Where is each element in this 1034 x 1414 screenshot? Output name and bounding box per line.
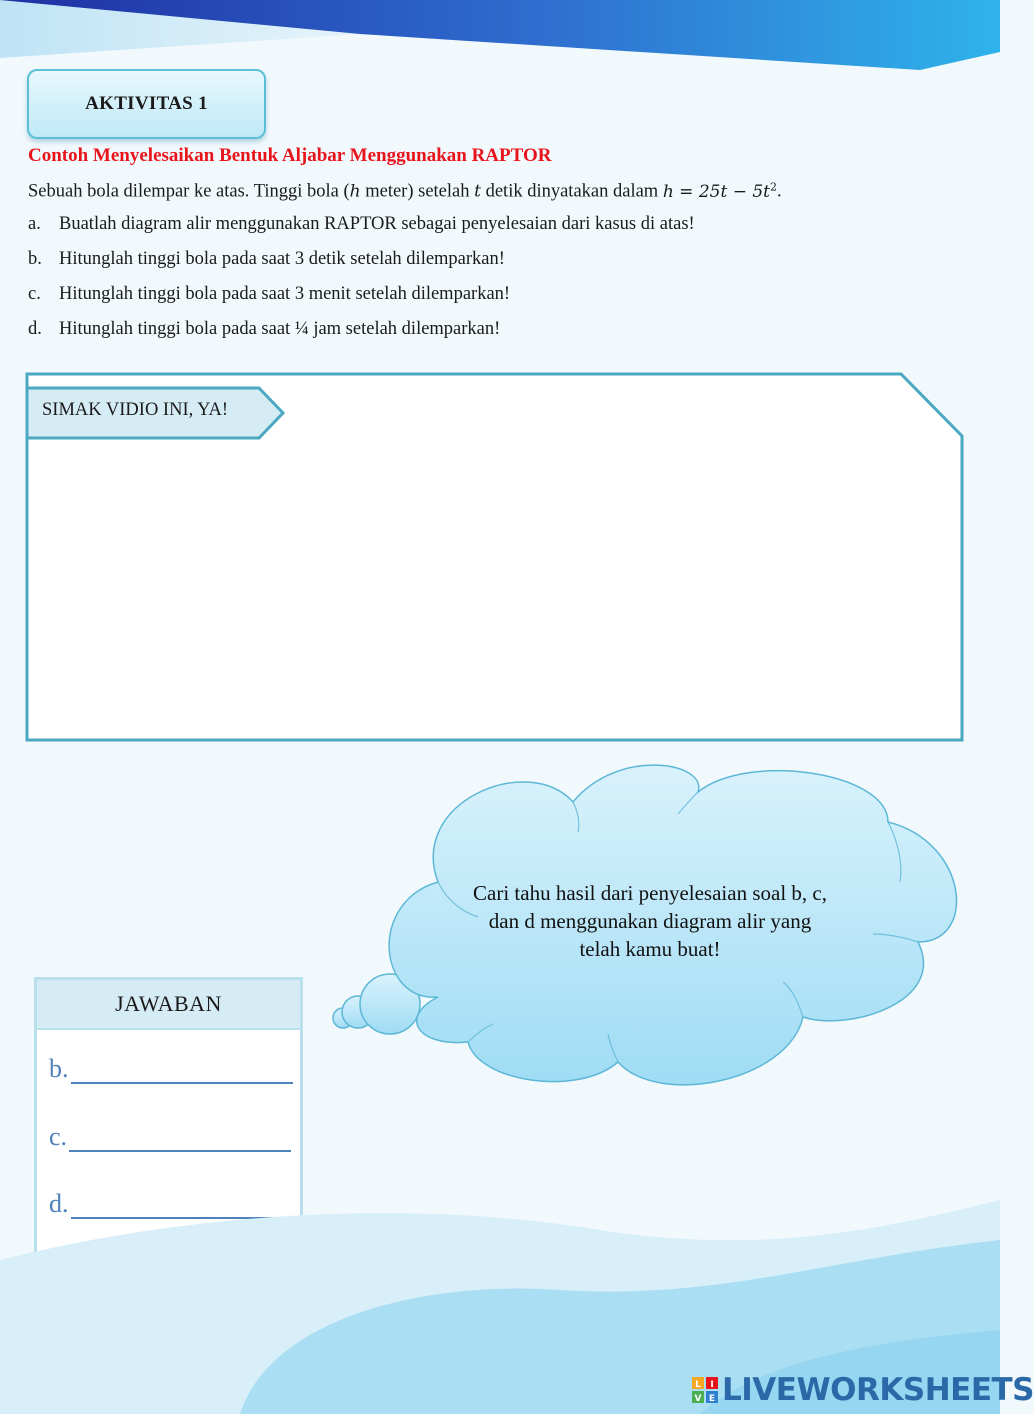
task-list — [28, 214, 695, 354]
answer-label: c. — [49, 1122, 68, 1151]
activity-badge — [27, 69, 266, 139]
task-text: Hitunglah tinggi bola pada saat 3 detik setelah dilemparkan! — [59, 249, 505, 269]
answer-heading: JAWABAN — [37, 980, 300, 1030]
problem-text-3: detik dinyatakan dalam — [480, 181, 663, 202]
problem-end: . — [777, 181, 782, 202]
answer-label: d. — [49, 1189, 69, 1218]
top-banner-decoration — [0, 0, 1000, 80]
activity-label: AKTIVITAS 1 — [85, 93, 208, 114]
list-item — [28, 214, 695, 249]
logo-letter: L — [695, 1380, 701, 1390]
section-title: Contoh Menyelesaikan Bentuk Aljabar Menggunakan RAPTOR — [28, 145, 552, 166]
video-frame[interactable] — [25, 372, 965, 744]
answer-line-c[interactable] — [49, 1122, 291, 1152]
task-marker: a. — [28, 214, 41, 234]
cloud-instruction: Cari tahu hasil dari penyelesaian soal b, c, dan d menggunakan diagram alir yang telah kamu buat! — [473, 881, 827, 961]
brand-name: LIVEWORKSHEETS — [722, 1372, 1034, 1408]
answer-input-b[interactable] — [71, 1060, 293, 1084]
task-marker: b. — [28, 249, 42, 269]
problem-statement — [28, 180, 782, 203]
problem-text-2: meter) setelah — [360, 181, 475, 202]
formula-exponent: 2 — [770, 180, 777, 193]
logo-letter: V — [694, 1394, 702, 1404]
answer-label: b. — [49, 1054, 69, 1083]
height-formula — [663, 182, 777, 202]
task-text: Hitunglah tinggi bola pada saat 3 menit setelah dilemparkan! — [59, 284, 511, 304]
problem-text-1: Sebuah bola dilempar ke atas. Tinggi bola ( — [28, 181, 350, 202]
video-tag-label: SIMAK VIDIO INI, YA! — [42, 400, 229, 420]
logo-letter: I — [710, 1380, 714, 1390]
task-text: Buatlah diagram alir menggunakan RAPTOR sebagai penyelesaian dari kasus di atas! — [59, 214, 695, 234]
list-item — [28, 319, 695, 354]
task-marker: c. — [28, 284, 41, 304]
answer-input-c[interactable] — [69, 1128, 291, 1152]
variable-h: h — [349, 181, 361, 202]
liveworksheets-logo-icon — [692, 1377, 718, 1403]
list-item — [28, 284, 695, 319]
logo-letter: E — [708, 1394, 716, 1404]
task-text: Hitunglah tinggi bola pada saat ¼ jam setelah dilemparkan! — [59, 319, 501, 339]
task-marker: d. — [28, 319, 42, 339]
liveworksheets-brand — [692, 1372, 1034, 1408]
list-item — [28, 249, 695, 284]
formula-body: h = 25t − 5t — [662, 181, 770, 202]
variable-t: t — [474, 181, 481, 202]
answer-line-b[interactable] — [49, 1054, 293, 1084]
